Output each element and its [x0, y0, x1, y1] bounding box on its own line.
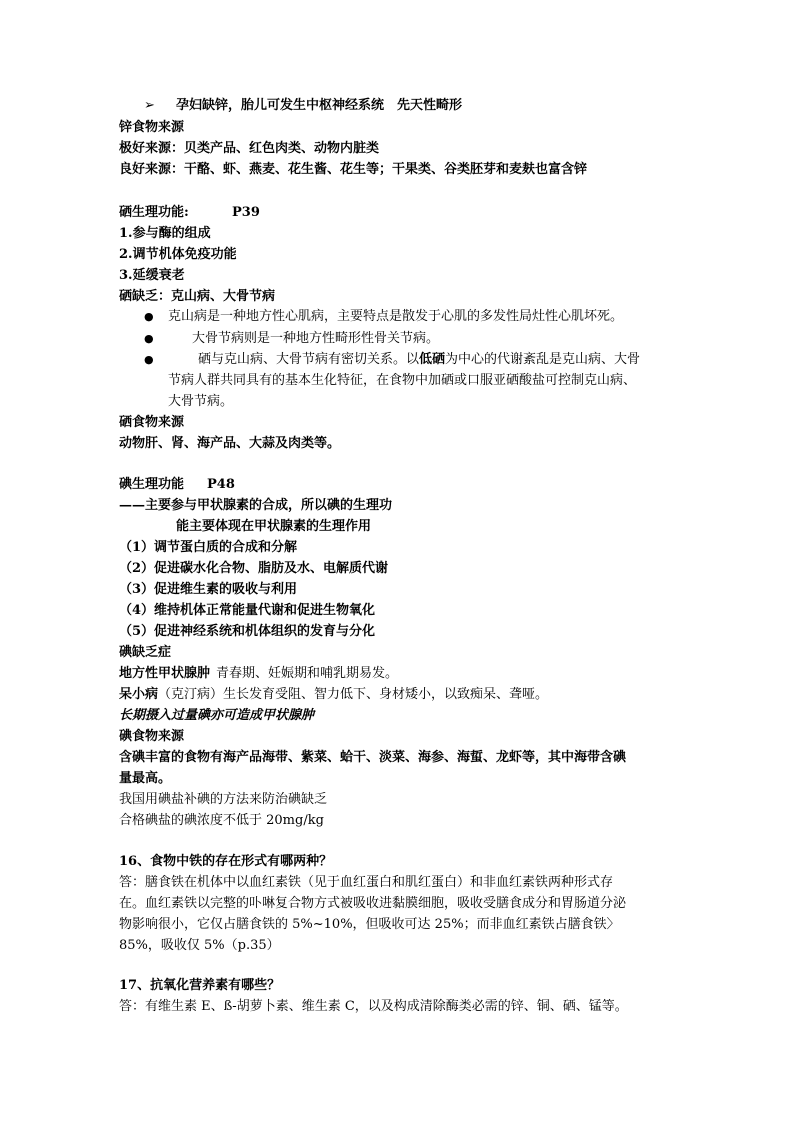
- selenium-bullet-kashin-beck: 大骨节病则是一种地方性畸形性骨关节病。: [192, 331, 440, 346]
- arrow-bullet-icon: ➢: [144, 98, 155, 113]
- iodine-goiter-line: [119, 664, 398, 684]
- iodine-summary-line1: ——主要参与甲状腺素的合成，所以碘的生理功: [119, 498, 393, 513]
- iodine-cretinism-line: [119, 685, 548, 705]
- bullet-dot-icon: ●: [144, 353, 154, 366]
- iodine-food-text-line2: 量最高。: [119, 771, 172, 786]
- goiter-term: 地方性甲状腺肿: [119, 666, 211, 681]
- selenium-page-ref: P39: [232, 205, 260, 220]
- relation-text-a: 硒与克山病、大骨节病有密切关系。以: [198, 352, 420, 367]
- selenium-heading: 硒生理功能:: [119, 205, 189, 220]
- selenium-bullet-keshan: 克山病是一种地方性心肌病，主要特点是散发于心肌的多发性局灶性心肌坏死。: [168, 309, 624, 324]
- iodine-page-ref: P48: [207, 477, 235, 492]
- selenium-bullet-relation-line3: 大骨节病。: [168, 394, 234, 409]
- selenium-function-3: 3.延缓衰老: [119, 268, 185, 283]
- iodine-excess-note: 长期摄入过量碘亦可造成甲状腺肿: [119, 708, 315, 723]
- answer-16-line1: 答：膳食铁在机体中以血红素铁（见于血红蛋白和肌红蛋白）和非血红素铁两种形式存: [119, 875, 614, 890]
- iodine-food-heading: 碘食物来源: [119, 729, 185, 744]
- selenium-bullet-relation: [198, 350, 640, 370]
- zinc-good-sources: 良好来源：干酪、虾、燕麦、花生酱、花生等；干果类、谷类胚芽和麦麸也富含锌: [119, 162, 588, 177]
- bullet-dot-icon: ●: [144, 332, 154, 345]
- selenium-bullet-relation-line2: 节病人群共同具有的基本生化特征，在食物中加硒或口服亚硒酸盐可控制克山病、: [168, 373, 637, 388]
- cretinism-description: （克汀病）生长发育受阻、智力低下、身材矮小，以致痴呆、聋哑。: [158, 687, 549, 702]
- goiter-description: 青春期、妊娠期和哺乳期易发。: [216, 666, 399, 681]
- zinc-excellent-sources: 极好来源：贝类产品、红色肉类、动物内脏类: [119, 141, 380, 156]
- bullet-dot-icon: ●: [144, 310, 154, 323]
- zinc-fetal-line: 孕妇缺锌，胎儿可发生中枢神经系统 先天性畸形: [176, 98, 463, 113]
- selenium-food-text: 动物肝、肾、海产品、大蒜及肉类等。: [119, 436, 341, 451]
- answer-16-line4: 85%，吸收仅 5%（p.35）: [119, 938, 280, 953]
- relation-text-b: 为中心的代谢紊乱是克山病、大骨: [445, 352, 641, 367]
- iodine-summary-line2: 能主要体现在甲状腺素的生理作用: [176, 519, 372, 534]
- iodine-food-text-line1: 含碘丰富的食物有海产品海带、紫菜、蛤干、淡菜、海参、海蜇、龙虾等，其中海带含碘: [119, 750, 627, 765]
- answer-16-line2: 在。血红素铁以完整的卟啉复合物方式被吸收进黏膜细胞，吸收受膳食成分和胃肠道分泌: [119, 896, 627, 911]
- iodine-salt-line1: 我国用碘盐补碘的方法来防治碘缺乏: [119, 792, 328, 807]
- iodine-heading: 碘生理功能: [119, 477, 185, 492]
- answer-17-line1: 答：有维生素 E、ß-胡萝卜素、维生素 C，以及构成清除酶类必需的锌、铜、硒、锰等。: [119, 999, 628, 1014]
- relation-low-selenium: 低硒: [419, 352, 446, 367]
- zinc-food-heading: 锌食物来源: [119, 120, 185, 135]
- iodine-function-1: （1）调节蛋白质的合成和分解: [119, 540, 298, 555]
- iodine-salt-line2: 合格碘盐的碘浓度不低于 20mg/kg: [119, 813, 324, 828]
- iodine-function-4: （4）维持机体正常能量代谢和促进生物氧化: [119, 603, 376, 618]
- iodine-function-3: （3）促进维生素的吸收与利用: [119, 582, 298, 597]
- cretinism-term: 呆小病: [119, 687, 159, 702]
- iodine-function-5: （5）促进神经系统和机体组织的发育与分化: [119, 624, 376, 639]
- iodine-function-2: （2）促进碳水化合物、脂肪及水、电解质代谢: [119, 561, 389, 576]
- selenium-food-heading: 硒食物来源: [119, 415, 185, 430]
- question-16: 16、食物中铁的存在形式有哪两种？: [119, 854, 333, 869]
- selenium-deficiency: 硒缺乏：克山病、大骨节病: [119, 289, 276, 304]
- question-17: 17、抗氧化营养素有哪些？: [119, 978, 281, 993]
- selenium-function-2: 2.调节机体免疫功能: [119, 247, 237, 262]
- answer-16-line3: 物影响很小，它仅占膳食铁的 5%~10%，但吸收可达 25%；而非血红素铁占膳食铁〉: [119, 917, 620, 932]
- iodine-deficiency-heading: 碘缺乏症: [119, 645, 172, 660]
- selenium-function-1: 1.参与酶的组成: [119, 226, 211, 241]
